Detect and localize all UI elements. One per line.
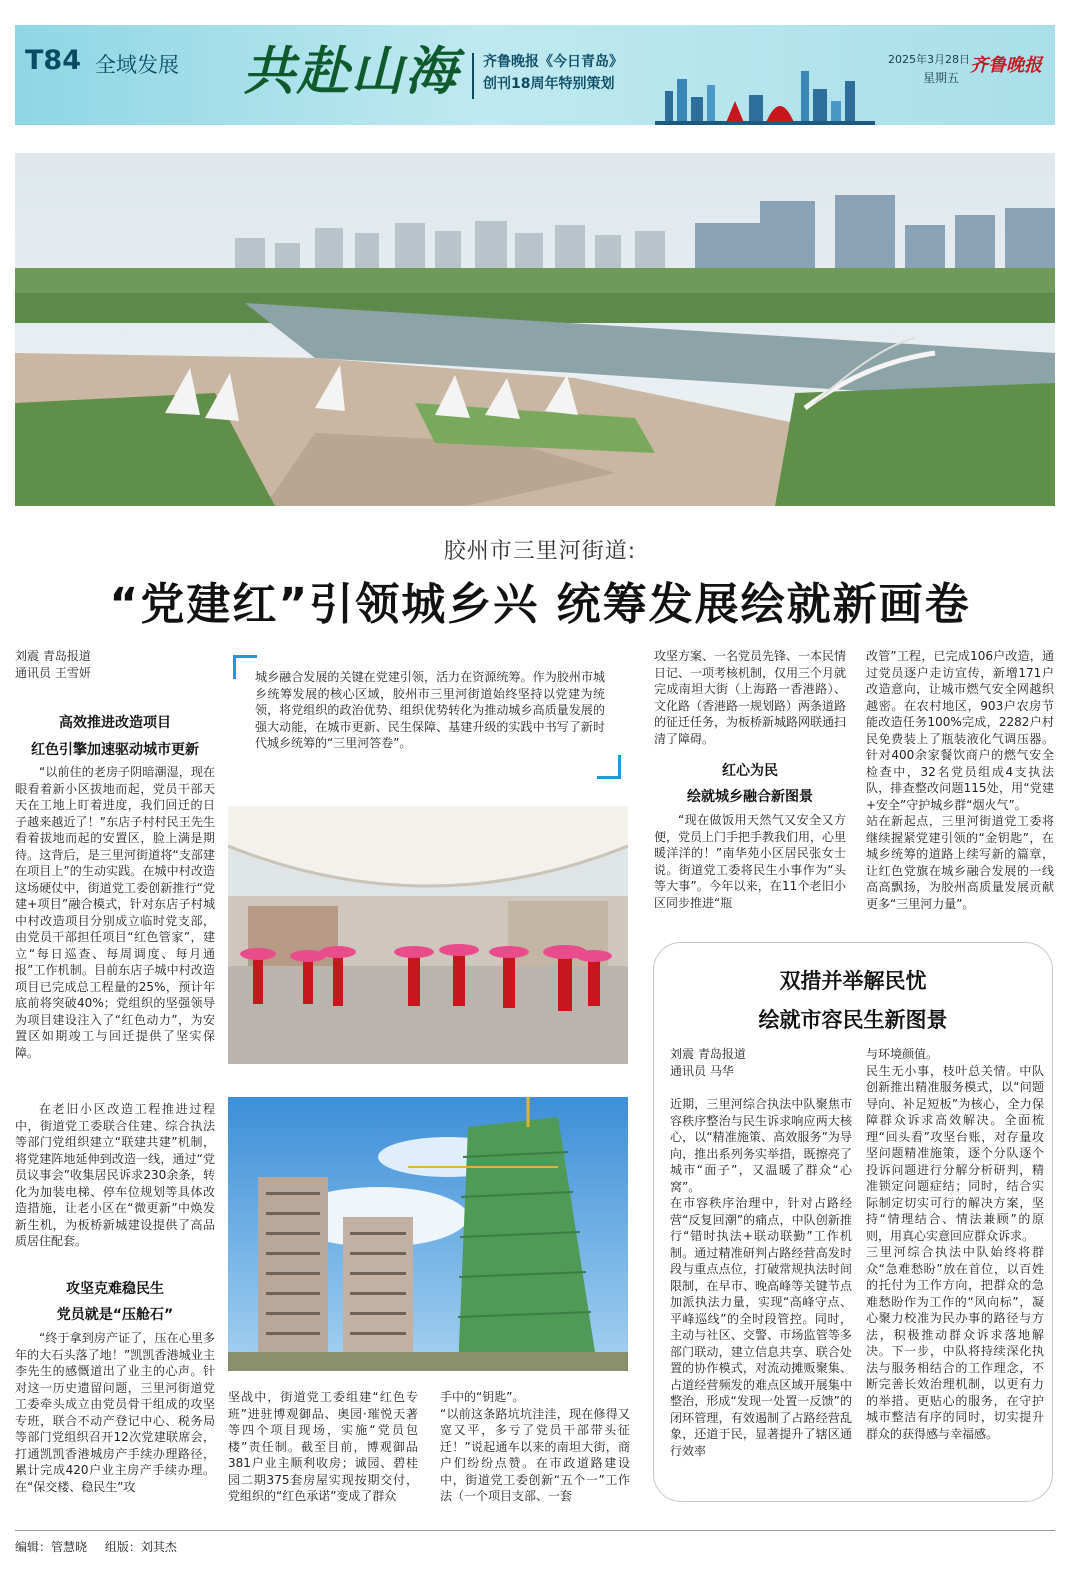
hero-photo-river-park <box>15 153 1055 506</box>
photo-residential-construction <box>228 1097 628 1371</box>
lead-box <box>233 655 621 779</box>
photo-square-dance <box>228 806 628 1064</box>
article-byline-correspondent: 通讯员 王雪妍 <box>15 666 91 680</box>
footer-credits <box>15 1538 177 1555</box>
section1-paragraph-2: 在老旧小区改造工程推进过程中，街道党工委联合住建、综合执法等部门党组织建立“联建共建”机制，将党建阵地延伸到改造一线，通过“党员议事会”收集居民诉求230余条，转化为加装电梯、停车位规划等具体改造措施，让老小区在“微更新”中焕发新生机，为板桥新城建设提供了高品质居住配套。 <box>15 1102 215 1248</box>
section3-paragraph-1: “现在做饭用天然气又安全又方便，党员上门手把手教我们用，心里暖洋洋的！”南华苑小区居民张女士说。街道党工委将民生小事作为“头等大事”。今年以来，在11个老旧小区同步推进“瓶 <box>654 813 846 910</box>
page-number: T84 <box>25 45 81 76</box>
lead-box-corner-top-left <box>233 655 257 679</box>
section2-paragraph-2: 坚战中，街道党工委组建“红色专班”进驻博观御品、奥园·璀悦天著等四个项目现场，实施“党员包楼”责任制。截至目前，博观御品381户业主顺利收房；诚园、碧桂园二期375套房屋实现按期交付，党组织的“红色承诺”变成了群众 <box>228 1390 418 1503</box>
side-article-byline-correspondent: 通讯员 马华 <box>670 1064 734 1078</box>
skyline-illustration <box>655 61 875 125</box>
article-kicker: 胶州市三里河街道: <box>443 539 637 564</box>
page-header <box>15 25 1055 125</box>
section1-subheading: 红色引擎加速驱动城市更新 <box>31 742 199 758</box>
side-article-byline-reporter: 刘震 青岛报道 <box>670 1047 746 1061</box>
section1-heading: 高效推进改造项目 <box>59 715 171 731</box>
edition-label: 创刊18周年特别策划 <box>483 76 615 92</box>
issue-weekday: 星期五 <box>923 71 960 85</box>
section2-heading: 攻坚克难稳民生 <box>66 1281 164 1297</box>
paper-name: 齐鲁晚报《今日青岛》 <box>483 54 623 70</box>
side-article-column-2: 与环境颜值。 民生无小事，枝叶总关情。中队创新推出精准服务模式，以“问题导向、补足短板”为核心，全力保障群众诉求高效解决。全面梳理“回头看”攻坚台账，对存量攻坚问题精准施策，逐个分队逐个投诉问题进行分解分析研判，精准锁定问题症结；同时，结合实际制定切实可行的解决方案，坚持“情理结合、情法兼顾”的原则，用真心实意回应群众诉求。 三里河综合执法中队始终将群众“急难愁盼”放在首位，以百姓的托付为工作方向，把群众的急难愁盼作为工作的“风向标”，凝心聚力校准为民办事的路径与方法，积极推动群众诉求落地解决。下一步，中队将持续深化执法与服务相结合的工作理念，不断完善长效治理机制，以更有力的举措、更贴心的服务，在守护城市整洁有序的同时，切实提升群众的获得感与幸福感。 <box>866 1047 1044 1441</box>
section3-heading: 红心为民 <box>722 763 778 779</box>
newspaper-logo: 齐鲁晚报 <box>970 55 1042 76</box>
issue-date: 2025年3月28日 <box>888 53 970 66</box>
lead-box-corner-bottom-right <box>597 755 621 779</box>
section-name: 全域发展 <box>95 53 179 77</box>
col4-paragraph-top: 改管”工程，已完成106户改造，通过党员逐户走访宣传，新增171户改造意向，让城市燃气安全网越织越密。在农村地区，903户农房节能改造任务100%完成，2282户村民免费装上了瓶装液化气调压器。针对400余家餐饮商户的燃气安全检查中，32名党员组成4支执法队，排查整改问题115处，用“党建+安全”守护城乡群“烟火气”。 站在新起点，三里河街道党工委将继续握紧党建引领的“金钥匙”，在城乡统筹的道路上续写新的篇章，让红色党旗在城乡融合发展的一线高高飘扬，为胶州高质量发展贡献更多“三里河力量”。 <box>866 649 1054 911</box>
article-headline: “党建红”引领城乡兴 统筹发展绘就新画卷 <box>109 579 971 630</box>
lead-paragraph: 城乡融合发展的关键在党建引领，活力在资源统筹。作为胶州市城乡统筹发展的核心区域，胶州市三里河街道始终坚持以党建为统领，将党组织的政治优势、组织优势转化为推动城乡高质量发展的强大动能，在城市更新、民生保障、基建升级的实践中书写了新时代城乡统筹的“三里河答卷”。 <box>255 670 605 750</box>
layout-credit: 组版：刘其杰 <box>104 1540 177 1554</box>
article-byline-reporter: 刘震 青岛报道 <box>15 649 91 663</box>
side-article-column-1: 近期，三里河综合执法中队聚焦市容秩序整治与民生诉求响应两大核心，以“精准施策、高效服务”为导向，推出系列务实举措，既擦亮了城市“面子”，又温暖了群众“心窝”。 在市容秩序治理中，针对占路经营“反复回潮”的痛点，中队创新推行“错时执法+联动联勤”工作机制。通过精准研判占路经营高发时段与重点点位，打破常规执法时间限制，在早市、晚高峰等关键节点加派执法力量，实现“高峰守点、平峰巡线”的全时段管控。同时，主动与社区、交警、市场监管等多部门联动，建立信息共享、联合处置的协作模式，对流动摊贩聚集、占道经营频发的难点区域开展集中整治，形成“发现一处置一反馈”的闭环管理，有效遏制了占路经营乱象，还道于民，显著提升了辖区通行效率 <box>670 1097 852 1458</box>
side-article-title-line2: 绘就市容民生新图景 <box>758 1008 948 1032</box>
section2-subheading: 党员就是“压舱石” <box>56 1307 174 1323</box>
col3-paragraph-bottom: 手中的“钥匙”。 “以前这条路坑坑洼洼，现在修得又宽又平，多亏了党员干部带头征迁！”说起通车以来的南坦大街，商户们纷纷点赞。在市政道路建设中，街道党工委创新“五个一”工作法（一个项目支部、一套 <box>440 1390 630 1503</box>
side-article-title-line1: 双措并举解民忧 <box>779 969 927 993</box>
footer-rule <box>15 1530 1055 1531</box>
brand-title: 共赴山海 <box>243 41 460 102</box>
editor-credit: 编辑：管慧晓 <box>15 1540 88 1554</box>
section2-paragraph-1: “终于拿到房产证了，压在心里多年的大石头落了地！”凯凯香港城业主李先生的感慨道出了业主的心声。针对这一历史遗留问题，三里河街道党工委牵头成立由党员骨干组成的攻坚专班，联合不动产登记中心、税务局等部门党组织召开12次党建联席会，打通凯凯香港城房产手续办理路径，累计完成420户业主房产手续办理。在“保交楼、稳民生”攻 <box>15 1331 215 1494</box>
section1-paragraph-1: “以前住的老房子阴暗潮湿，现在眼看着新小区拔地而起，党员干部天天在工地上盯着进度，我们回迁的日子越来越近了！”东店子村村民王先生看着拔地而起的安置区，脸上满是期待。这背后，是三里河街道将“支部建在项目上”的生动实践。在城中村改造这场硬仗中，街道党工委创新推行“党建+项目”融合模式，针对东店子村城中村改造项目分别成立临时党支部，由党员干部担任项目“红色管家”，建立“每日巡查、每周调度、每月通报”工作机制。目前东店子城中村改造项目已完成总工程量的25%，预计年底前将突破40%；党组织的坚强领导为项目建设注入了“红色动力”，为安置区如期竣工与回迁提供了坚实保障。 <box>15 765 215 1060</box>
col3-paragraph-top: 攻坚方案、一名党员先锋、一本民情日记、一项考核机制，仅用三个月就完成南坦大街（上海路一香港路）、文化路（香港路一规划路）两条道路的征迁任务，为板桥新城路网联通扫清了障碍。 <box>654 649 846 746</box>
header-divider <box>472 53 474 99</box>
section3-subheading: 绘就城乡融合新图景 <box>687 789 813 805</box>
